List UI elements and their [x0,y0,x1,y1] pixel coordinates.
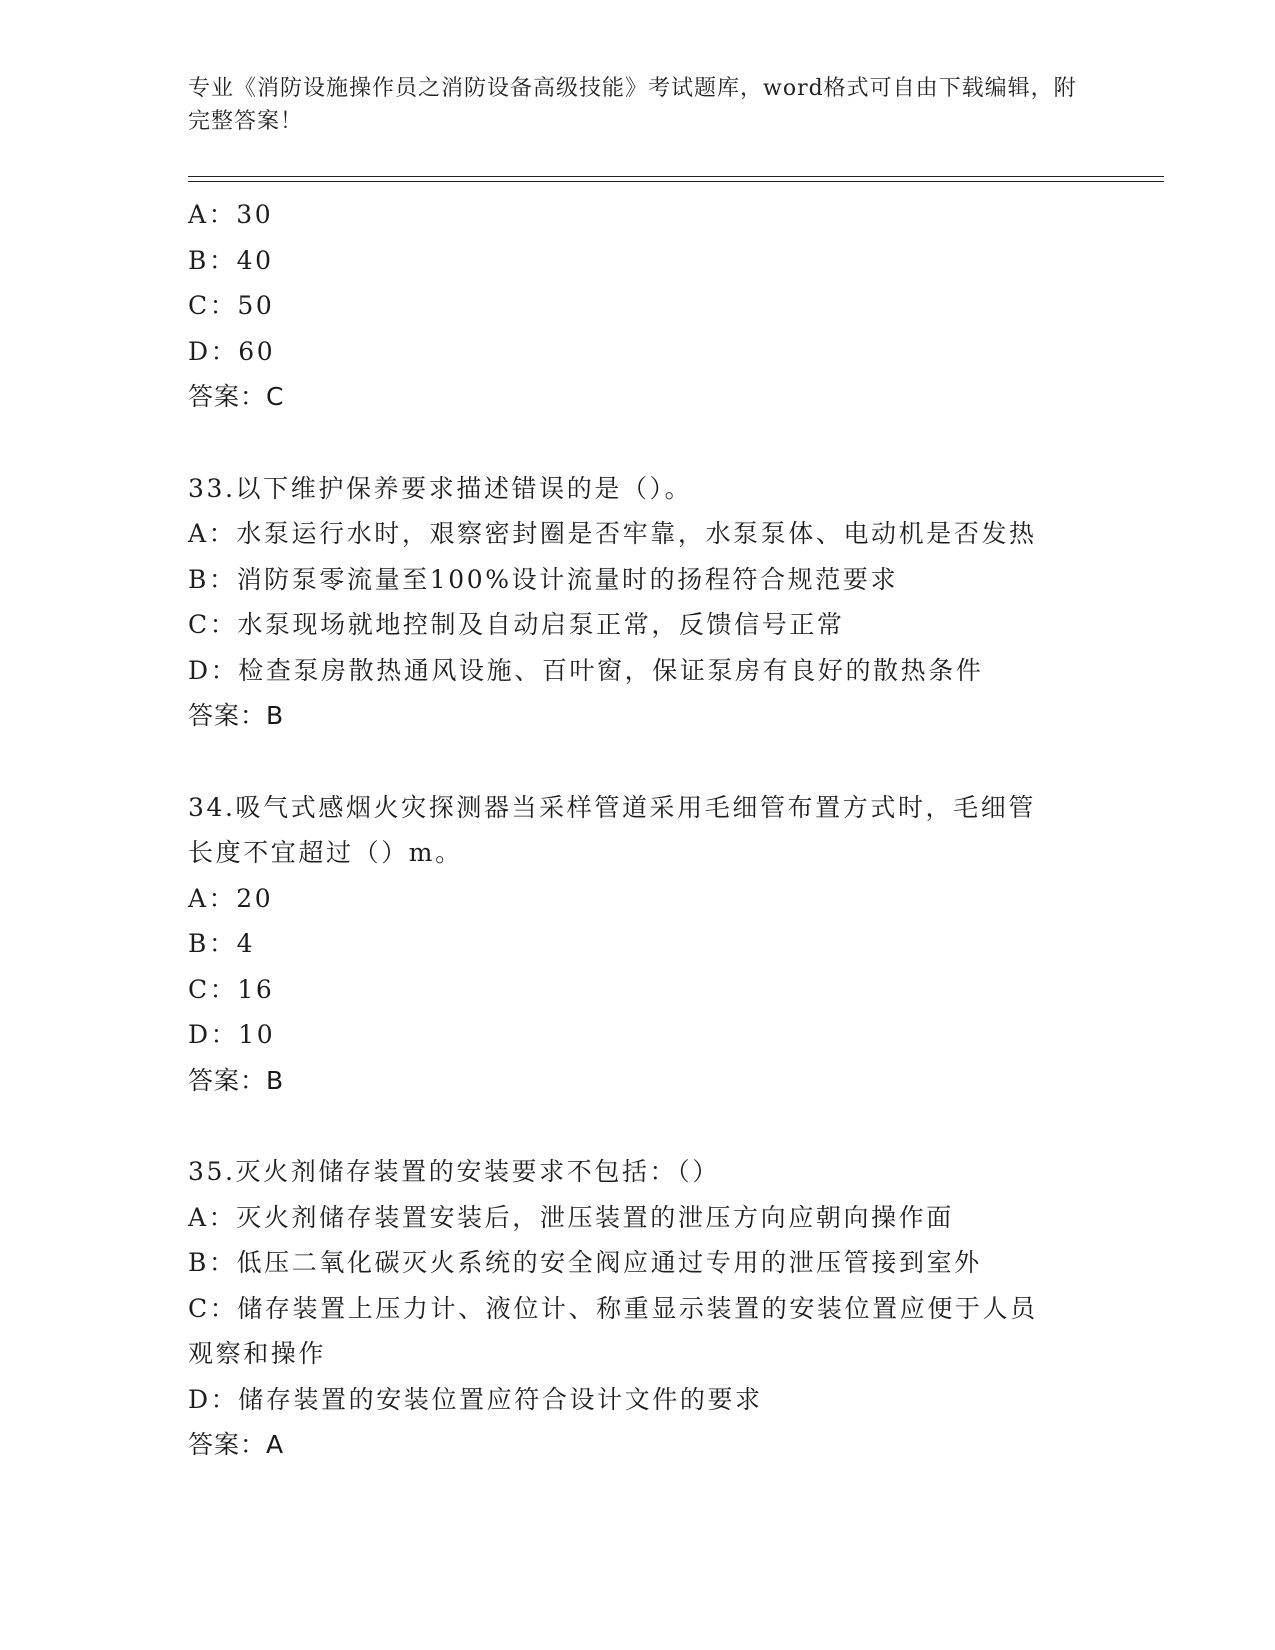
option-b: B：消防泵零流量至100%设计流量时的扬程符合规范要求 [188,564,899,594]
document-header: 专业《消防设施操作员之消防设备高级技能》考试题库，word格式可自由下载编辑，附完整答案！ [188,76,1077,134]
option-d: D：60 [188,336,276,366]
option-b: B：低压二氧化碳灭火系统的安全阀应通过专用的泄压管接到室外 [188,1248,982,1277]
header-divider-bottom [188,181,1164,182]
option-c-line-1: C：储存装置上压力计、液位计、称重显示装置的安装位置应便于人员 [188,1293,1038,1323]
answer: 答案：B [188,701,285,730]
option-a: A：20 [188,883,274,913]
answer: 答案：B [188,1065,285,1095]
question-33 [188,466,1088,739]
option-c: C：水泵现场就地控制及自动启泵正常，反馈信号正常 [188,610,845,639]
option-b: B：4 [188,929,256,958]
question-32 [188,192,1088,420]
question-stem-line-1: 34.吸气式感烟火灾探测器当采样管道采用毛细管布置方式时，毛细管 [188,792,1036,822]
answer: 答案：A [188,1430,285,1459]
question-list [188,192,1088,1468]
header-divider-top [188,176,1164,177]
option-a: A：水泵运行水时，艰察密封圈是否牢靠，水泵泵体、电动机是否发热 [188,519,1037,548]
option-c: C：16 [188,974,275,1004]
option-b: B：40 [188,245,274,275]
question-35 [188,1149,1088,1468]
answer: 答案：C [188,382,285,411]
option-c: C：50 [188,291,275,320]
option-d: D：储存装置的安装位置应符合设计文件的要求 [188,1384,763,1414]
question-stem: 33.以下维护保养要求描述错误的是（）。 [188,473,693,503]
option-d: D：检查泵房散热通风设施、百叶窗，保证泵房有良好的散热条件 [188,655,984,685]
question-34 [188,785,1088,1104]
option-c-line-2: 观察和操作 [188,1339,327,1368]
option-a: A：灭火剂储存装置安装后，泄压装置的泄压方向应朝向操作面 [188,1202,954,1232]
question-stem: 35.灭火剂储存装置的安装要求不包括：（） [188,1157,720,1186]
option-d: D：10 [188,1020,276,1049]
spacer [188,1103,1088,1149]
option-a: A：30 [188,200,274,229]
spacer [188,739,1088,785]
spacer [188,420,1088,466]
question-stem-line-2: 长度不宜超过（）m。 [188,838,463,867]
